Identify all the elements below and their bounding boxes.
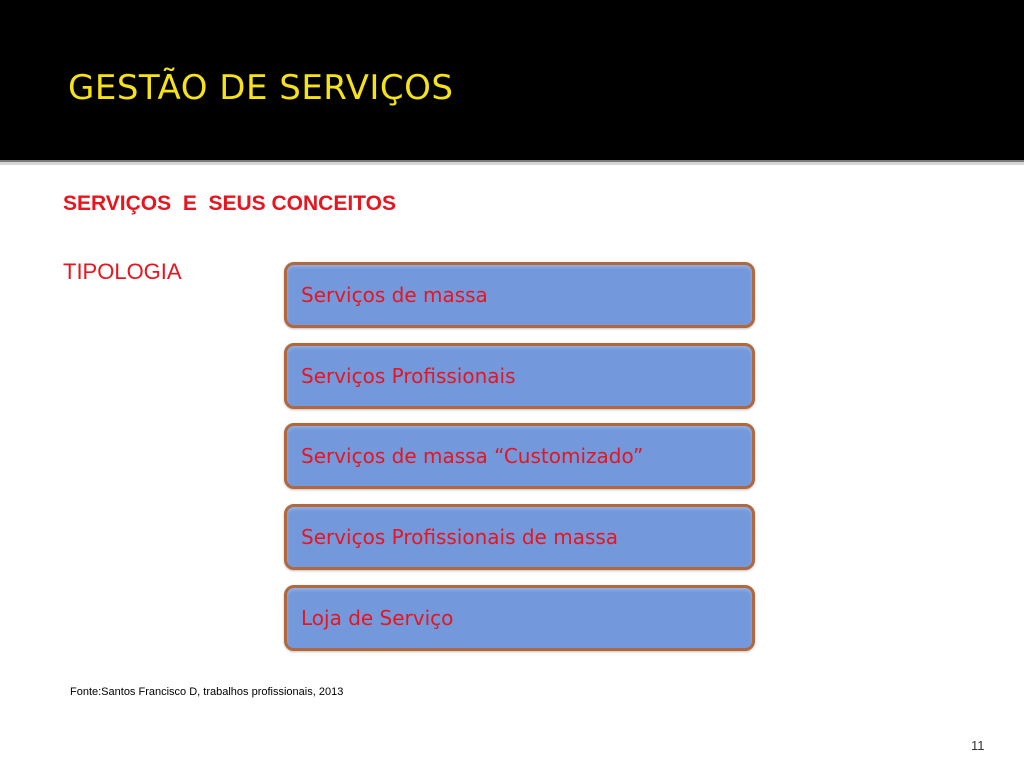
type-label: Serviços Profissionais: [301, 364, 516, 388]
type-box-servicos-profissionais-de-massa: [284, 504, 755, 570]
header-divider-highlight: [0, 162, 1024, 165]
slide-number: 11: [971, 738, 985, 753]
tipologia-label: TIPOLOGIA: [63, 259, 182, 284]
source-citation: Fonte:Santos Francisco D, trabalhos profissionais, 2013: [70, 686, 344, 698]
type-box-servicos-de-massa-customizado: [284, 423, 755, 489]
type-label: Serviços Profissionais de massa: [301, 525, 619, 549]
type-box-servicos-profissionais: [284, 343, 755, 409]
type-label: Loja de Serviço: [301, 606, 454, 630]
section-heading: SERVIÇOS E SEUS CONCEITOS: [63, 192, 396, 215]
type-label: Serviços de massa: [301, 283, 488, 307]
type-box-loja-de-servico: [284, 585, 755, 651]
slide-title: GESTÃO DE SERVIÇOS: [68, 68, 454, 108]
type-label: Serviços de massa “Customizado”: [301, 444, 644, 468]
type-box-servicos-de-massa: [284, 262, 755, 328]
